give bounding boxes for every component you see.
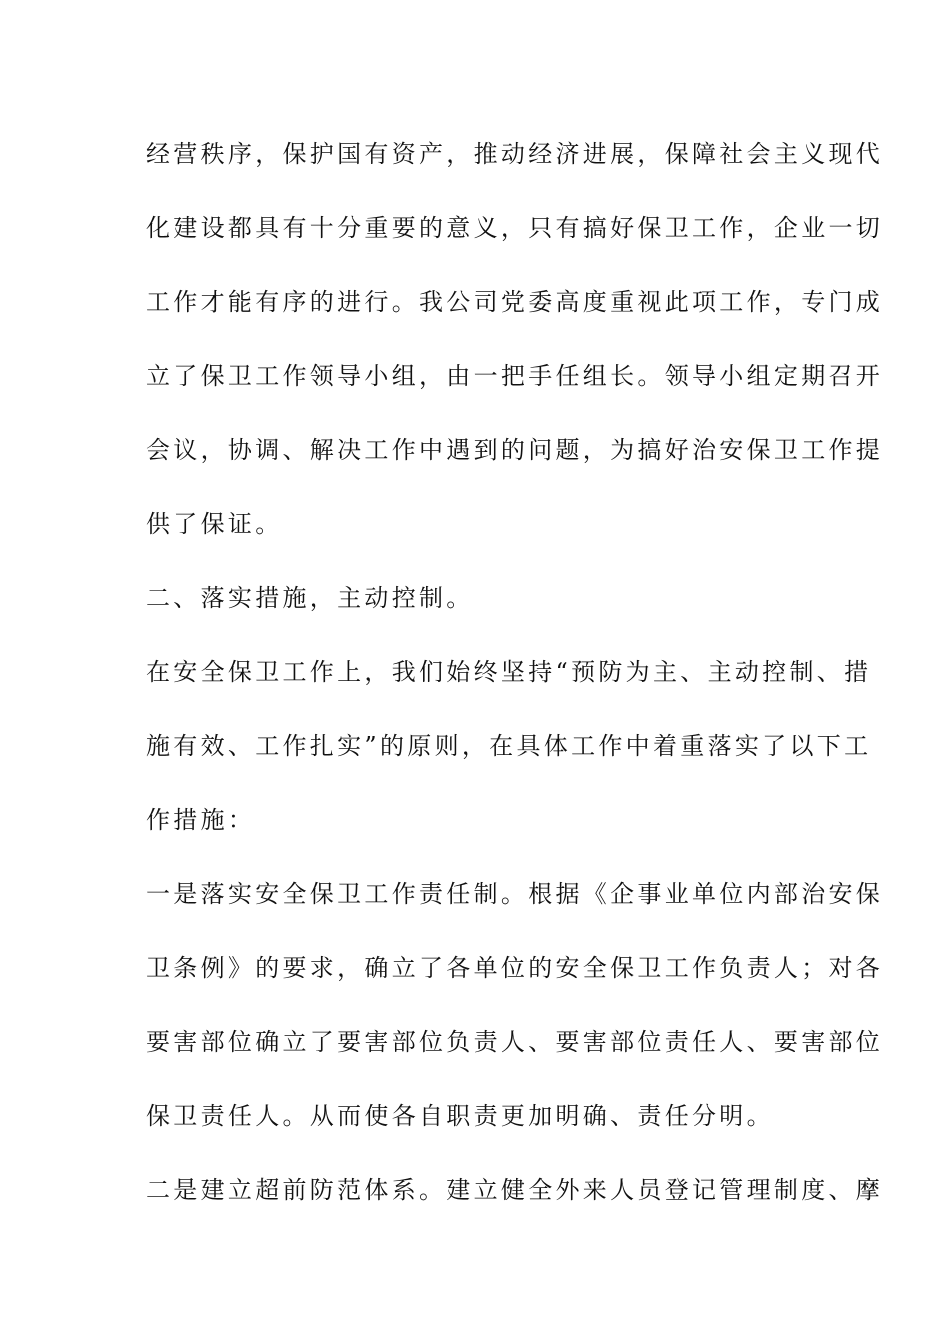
paragraph-1-line-4: 立了保卫工作领导小组，由一把手任组长。领导小组定期召开: [146, 362, 884, 390]
paragraph-3-line-3: 要害部位确立了要害部位负责人、要害部位责任人、要害部位: [146, 1028, 884, 1056]
paragraph-2-line-2: 施有效、工作扎实”的原则，在具体工作中着重落实了以下工: [146, 732, 872, 760]
paragraph-1-line-3: 工作才能有序的进行。我公司党委高度重视此项工作，专门成: [146, 288, 884, 316]
paragraph-1-line-6: 供了保证。: [146, 510, 283, 538]
paragraph-3-line-4: 保卫责任人。从而使各自职责更加明确、责任分明。: [146, 1102, 774, 1130]
paragraph-3-line-1: 一是落实安全保卫工作责任制。根据《企事业单位内部治安保: [146, 880, 884, 908]
paragraph-1-line-2: 化建设都具有十分重要的意义，只有搞好保卫工作，企业一切: [146, 214, 884, 242]
paragraph-1-line-5: 会议，协调、解决工作中遇到的问题，为搞好治安保卫工作提: [146, 436, 884, 464]
paragraph-2-line-3: 作措施：: [146, 806, 256, 834]
paragraph-1-line-1: 经营秩序，保护国有资产，推动经济进展，保障社会主义现代: [146, 140, 884, 168]
paragraph-2-line-1: 在安全保卫工作上，我们始终坚持“预防为主、主动控制、措: [146, 658, 872, 686]
section-heading: 二、落实措施，主动控制。: [146, 584, 474, 612]
paragraph-4-line-1: 二是建立超前防范体系。建立健全外来人员登记管理制度、摩: [146, 1176, 884, 1204]
paragraph-3-line-2: 卫条例》的要求，确立了各单位的安全保卫工作负责人；对各: [146, 954, 884, 982]
